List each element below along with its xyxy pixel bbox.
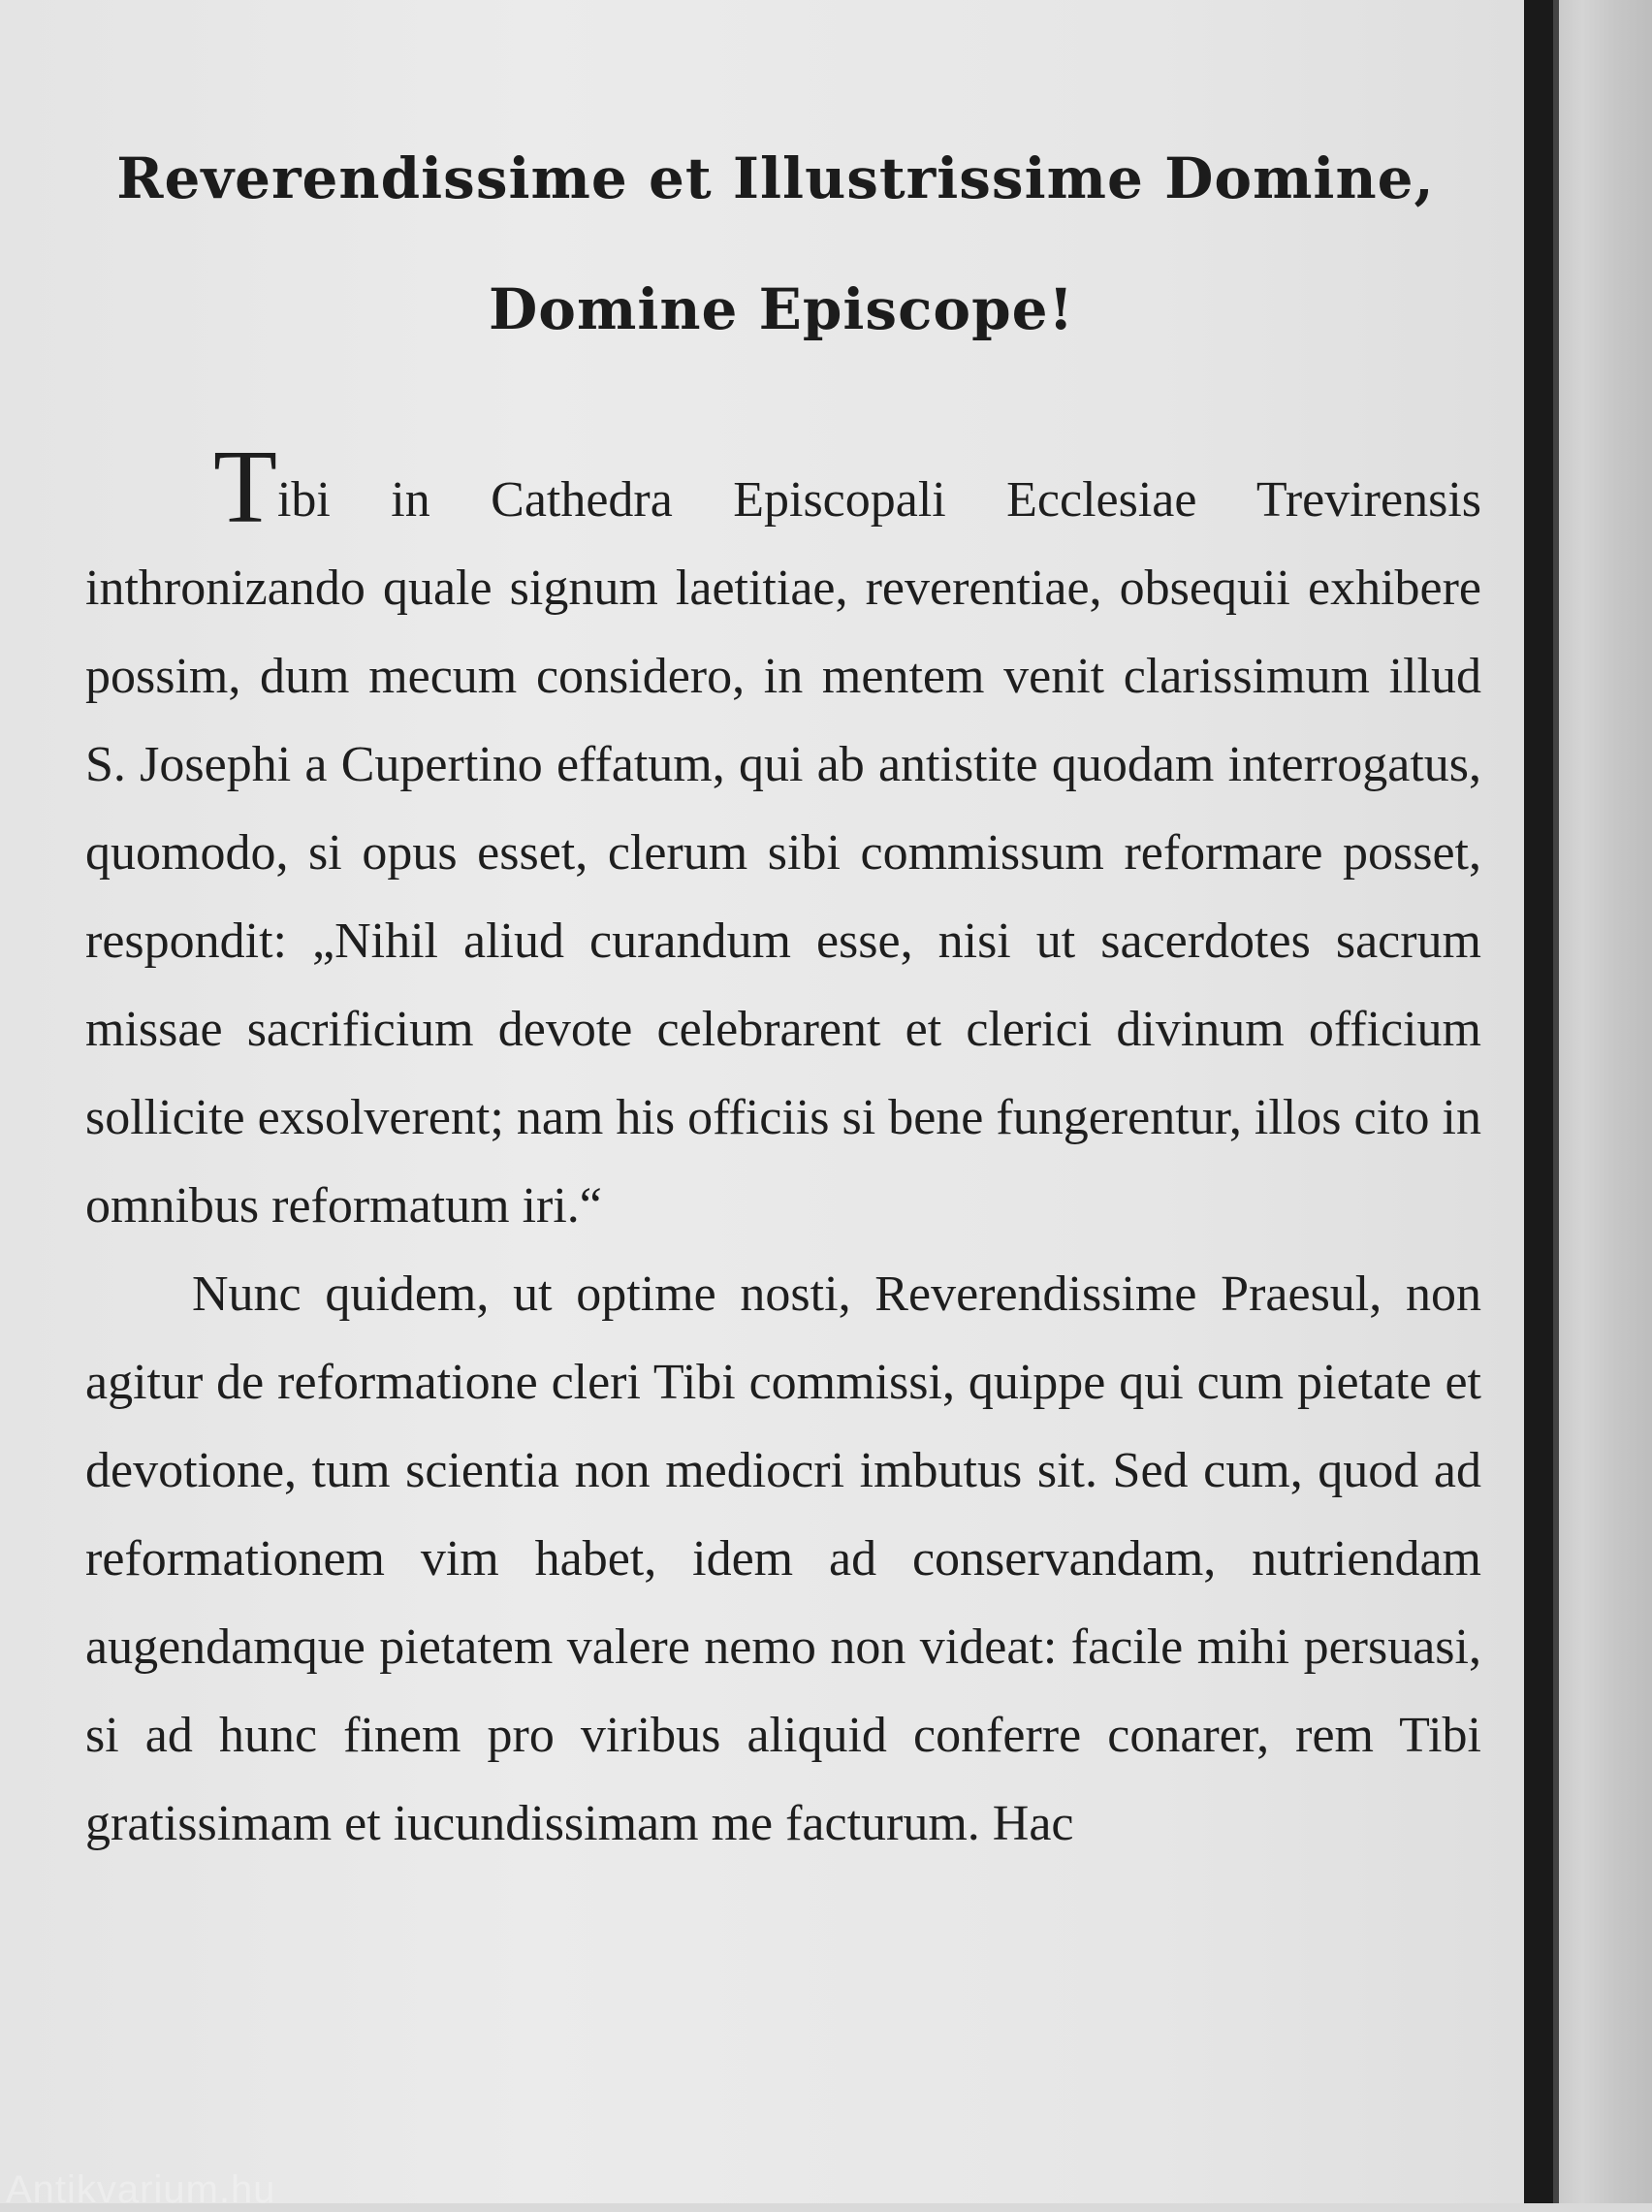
watermark: Antikvarium.hu <box>6 2168 276 2211</box>
drop-cap: T <box>213 430 277 545</box>
dedication-heading-line-1: Reverendissime et Illustrissime Domine, <box>116 145 1435 211</box>
binding-edge <box>1553 0 1559 2203</box>
paragraph-2: Nunc quidem, ut optime nosti, Reverendissime Praesul, non agitur de reformatione cleri Tibi commissi, quippe qui cum pietate et devotione, tum scientia non mediocri imbutus sit. Sed cum, quod ad reformationem vim habet, idem ad conservandam, nutriendam augendamque pietatem valere nemo non videat: facile mihi persuasi, si ad hunc finem pro viribus aliquid conferre conarer, rem Tibi gratissimam et iucundissimam me facturum. Hac <box>85 1266 1481 1851</box>
dedication-heading-line-2: Domine Episcope! <box>488 276 1074 342</box>
body-text <box>85 430 1481 1868</box>
paragraph-1-text: ibi in Cathedra Episcopali Ecclesiae Trevirensis inthronizando quale signum laetitiae, reverentiae, obsequii exhibere possim, dum mecum considero, in mentem venit clarissimum illud S. Josephi a Cupertino effatum, qui ab antistite quodam interrogatus, quomodo, si opus esset, clerum sibi commissum reformare posset, respondit: „Nihil aliud curandum esse, nisi ut sacerdotes sacrum missae sacrificium devote celebrarent et clerici divinum officium sollicite exsolverent; nam his officiis si bene fungerentur, illos cito in omnibus reformatum iri.“ <box>85 472 1481 1234</box>
book-binding <box>1524 0 1652 2203</box>
paragraph-1 <box>85 430 1481 1250</box>
